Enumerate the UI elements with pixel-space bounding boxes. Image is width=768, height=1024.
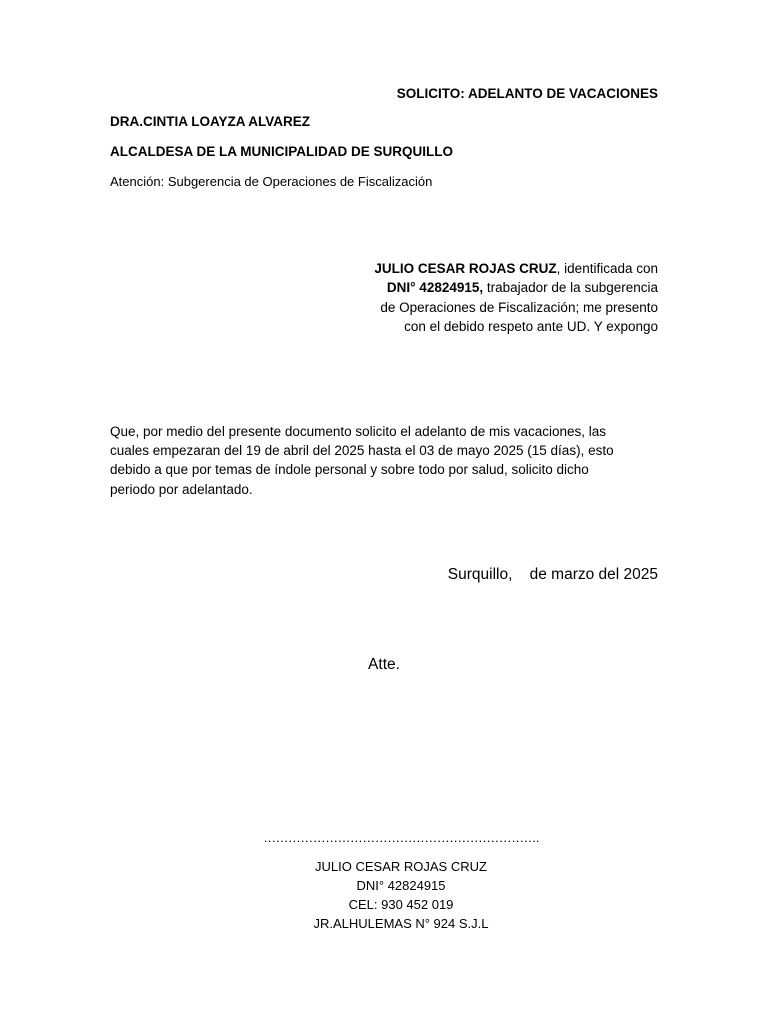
- subject-line: SOLICITO: ADELANTO DE VACACIONES: [396, 86, 658, 101]
- intro-text-2: trabajador de la subgerencia: [483, 280, 658, 296]
- closing-salutation: Atte.: [368, 656, 400, 673]
- body-line: Que, por medio del presente documento solicito el adelanto de mis vacaciones, las: [110, 424, 607, 439]
- requester-dni: DNI° 42824915,: [386, 280, 484, 296]
- signature-address: JR.ALHULEMAS N° 924 S.J.L: [313, 915, 489, 931]
- signature-name: JULIO CESAR ROJAS CRUZ: [315, 858, 487, 874]
- signature-block: [0, 829, 768, 934]
- intro-line-4: con el debido respeto ante UD. Y expongo: [404, 319, 658, 335]
- attention-line: Atención: Subgerencia de Operaciones de Fiscalización: [110, 174, 433, 189]
- intro-line-3: de Operaciones de Fiscalización; me presento: [380, 299, 658, 315]
- body-line: periodo por adelantado.: [110, 481, 253, 497]
- body-line: debido a que por temas de índole personal y sobre todo por salud, solicito dicho: [110, 462, 589, 478]
- requester-name: JULIO CESAR ROJAS CRUZ: [374, 261, 557, 276]
- signature-phone: CEL: 930 452 019: [348, 896, 454, 912]
- body-line: cuales empezaran del 19 de abril del 2025 hasta el 03 de mayo 2025 (15 días), esto: [110, 443, 614, 459]
- intro-paragraph: [374, 259, 658, 337]
- intro-line-2: [374, 278, 658, 297]
- intro-line-1: [374, 259, 658, 278]
- signature-dni: DNI° 42824915: [356, 877, 446, 893]
- request-body: [110, 422, 614, 499]
- addressee-position: ALCALDESA DE LA MUNICIPALIDAD DE SURQUILLO: [110, 144, 453, 159]
- intro-text-1: , identificada con: [556, 261, 658, 276]
- signature-line: ………………………………………………………….: [263, 830, 539, 845]
- addressee-name: DRA.CINTIA LOAYZA ALVAREZ: [110, 114, 310, 129]
- place-date: Surquillo, de marzo del 2025: [447, 566, 658, 583]
